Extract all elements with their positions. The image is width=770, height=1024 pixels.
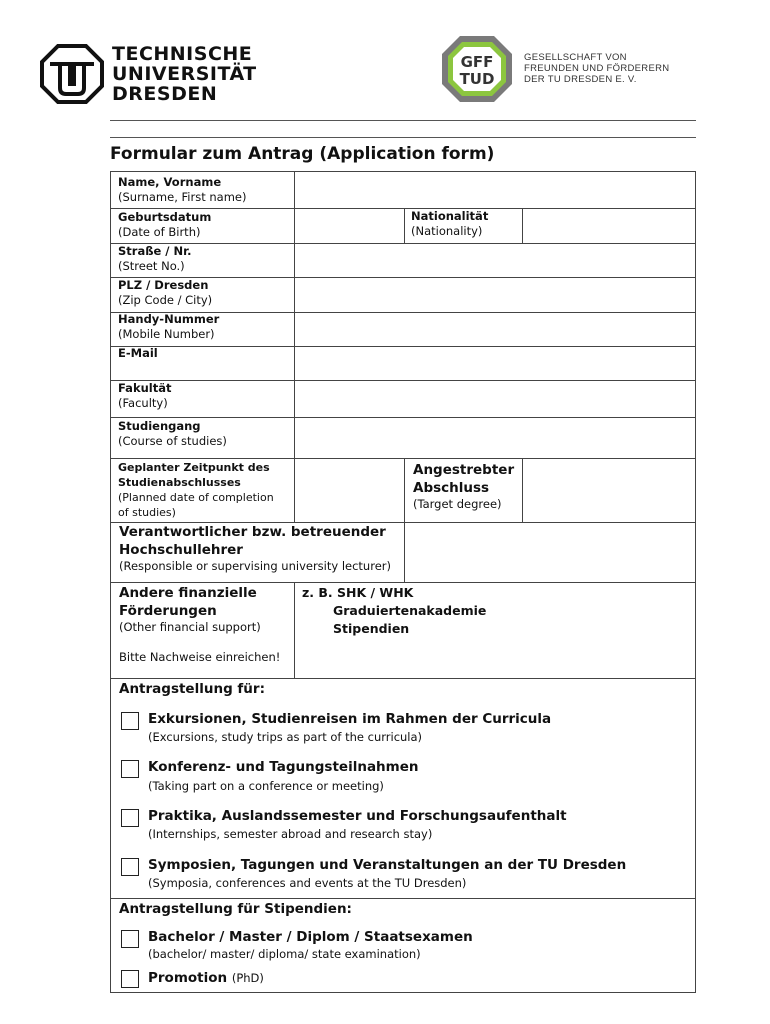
birth-date-field[interactable] bbox=[295, 209, 405, 243]
excursions-checkbox[interactable] bbox=[121, 712, 139, 730]
funding-label-line-2: Förderungen bbox=[119, 603, 217, 619]
name-label-text: Name, Vorname bbox=[118, 175, 222, 189]
form-title: Formular zum Antrag (Application form) bbox=[110, 144, 495, 164]
completion-label bbox=[118, 460, 274, 520]
row-divider bbox=[111, 678, 695, 679]
mobile-label-sub: (Mobile Number) bbox=[118, 327, 215, 341]
conference-title: Konferenz- und Tagungsteilnahmen bbox=[148, 759, 419, 775]
promotion-checkbox[interactable] bbox=[121, 970, 139, 988]
target-degree-field[interactable] bbox=[523, 459, 695, 522]
tud-logo-emblem bbox=[40, 44, 104, 104]
tud-line-3: DRESDEN bbox=[112, 83, 218, 105]
tud-line-1: TECHNISCHE bbox=[112, 43, 253, 65]
symposia-checkbox[interactable] bbox=[121, 858, 139, 876]
name-label bbox=[118, 175, 246, 205]
bachelor-master-title: Bachelor / Master / Diplom / Staatsexamen bbox=[148, 929, 473, 945]
zip-label-sub: (Zip Code / City) bbox=[118, 293, 213, 307]
internship-sub: (Internships, semester abroad and research stay) bbox=[148, 827, 433, 841]
header-rule-bottom bbox=[110, 137, 696, 138]
tud-wordmark bbox=[112, 44, 257, 104]
completion-date-field[interactable] bbox=[295, 459, 405, 522]
col-divider bbox=[404, 208, 405, 243]
gff-line-3: DER TU DRESDEN E. V. bbox=[524, 74, 637, 85]
mobile-label-text: Handy-Nummer bbox=[118, 312, 220, 326]
symposia-sub: (Symposia, conferences and events at the TU Dresden) bbox=[148, 876, 467, 890]
street-label-sub: (Street No.) bbox=[118, 259, 185, 273]
street-label bbox=[118, 244, 192, 274]
gff-logo-top-text: GFF bbox=[460, 53, 494, 71]
email-label-text: E-Mail bbox=[118, 346, 158, 360]
funding-label bbox=[119, 584, 261, 635]
email-field[interactable] bbox=[295, 347, 695, 380]
zip-label bbox=[118, 278, 212, 308]
lecturer-label bbox=[119, 523, 391, 574]
street-label-text: Straße / Nr. bbox=[118, 244, 192, 258]
lecturer-label-line-2: Hochschullehrer bbox=[119, 542, 243, 558]
name-label-sub: (Surname, First name) bbox=[118, 190, 247, 204]
funding-label-line-1: Andere finanzielle bbox=[119, 585, 257, 601]
completion-label-sub-2: of studies) bbox=[118, 506, 176, 519]
nationality-label-sub: (Nationality) bbox=[411, 224, 483, 238]
funding-note: Bitte Nachweise einreichen! bbox=[119, 650, 281, 664]
gff-name bbox=[524, 52, 669, 85]
excursions-sub: (Excursions, study trips as part of the curricula) bbox=[148, 730, 423, 744]
funding-example-3: Stipendien bbox=[333, 621, 410, 636]
course-label-text: Studiengang bbox=[118, 419, 201, 433]
street-field[interactable] bbox=[295, 244, 695, 277]
promotion-option bbox=[148, 969, 264, 987]
bachelor-master-sub: (bachelor/ master/ diploma/ state examination) bbox=[148, 947, 421, 961]
gff-line-2: FREUNDEN UND FÖRDERERN bbox=[524, 63, 670, 74]
birth-label-sub: (Date of Birth) bbox=[118, 225, 201, 239]
birth-label-text: Geburtsdatum bbox=[118, 210, 212, 224]
nationality-label bbox=[411, 209, 488, 239]
degree-label-line-2: Abschluss bbox=[413, 480, 490, 496]
nationality-field[interactable] bbox=[523, 209, 695, 243]
internship-checkbox[interactable] bbox=[121, 809, 139, 827]
conference-checkbox[interactable] bbox=[121, 760, 139, 778]
funding-examples bbox=[302, 584, 486, 638]
course-field[interactable] bbox=[295, 418, 695, 458]
faculty-label bbox=[118, 381, 171, 411]
lecturer-label-line-1: Verantwortlicher bzw. betreuender bbox=[119, 524, 386, 540]
completion-label-sub-1: (Planned date of completion bbox=[118, 491, 274, 504]
header-rule-top bbox=[110, 120, 696, 121]
col-divider bbox=[294, 582, 295, 678]
row-divider bbox=[111, 582, 695, 583]
name-field[interactable] bbox=[295, 172, 695, 208]
gff-logo-emblem bbox=[440, 34, 514, 104]
zip-label-text: PLZ / Dresden bbox=[118, 278, 209, 292]
course-label bbox=[118, 419, 227, 449]
excursions-title: Exkursionen, Studienreisen im Rahmen der Curricula bbox=[148, 711, 552, 727]
row-divider bbox=[111, 898, 695, 899]
faculty-label-text: Fakultät bbox=[118, 381, 172, 395]
funding-example-2: Graduiertenakademie bbox=[333, 603, 487, 618]
degree-label bbox=[413, 461, 514, 512]
internship-title: Praktika, Auslandssemester und Forschungsaufenthalt bbox=[148, 808, 567, 824]
promotion-sub: (PhD) bbox=[231, 971, 264, 985]
degree-label-sub: (Target degree) bbox=[413, 497, 502, 511]
faculty-field[interactable] bbox=[295, 381, 695, 417]
completion-label-line-2: Studienabschlusses bbox=[118, 476, 241, 489]
zip-city-field[interactable] bbox=[295, 278, 695, 312]
email-label bbox=[118, 346, 158, 361]
bachelor-master-checkbox[interactable] bbox=[121, 930, 139, 948]
nationality-label-text: Nationalität bbox=[411, 209, 489, 223]
scholarship-heading: Antragstellung für Stipendien: bbox=[119, 901, 352, 917]
symposia-title: Symposien, Tagungen und Veranstaltungen an der TU Dresden bbox=[148, 857, 627, 873]
tud-line-2: UNIVERSITÄT bbox=[112, 63, 257, 85]
gff-logo-bottom-text: TUD bbox=[459, 70, 495, 88]
application-form-table bbox=[110, 171, 696, 993]
funding-example-1: z. B. SHK / WHK bbox=[302, 585, 414, 600]
mobile-field[interactable] bbox=[295, 313, 695, 346]
col-divider bbox=[404, 458, 405, 522]
promotion-title: Promotion bbox=[148, 970, 228, 986]
lecturer-field[interactable] bbox=[405, 523, 695, 582]
birth-label bbox=[118, 210, 211, 240]
faculty-label-sub: (Faculty) bbox=[118, 396, 168, 410]
degree-label-line-1: Angestrebter bbox=[413, 462, 515, 478]
application-heading: Antragstellung für: bbox=[119, 681, 265, 697]
mobile-label bbox=[118, 312, 219, 342]
gff-line-1: GESELLSCHAFT VON bbox=[524, 52, 627, 63]
funding-label-sub: (Other financial support) bbox=[119, 620, 261, 634]
completion-label-line-1: Geplanter Zeitpunkt des bbox=[118, 461, 270, 474]
course-label-sub: (Course of studies) bbox=[118, 434, 227, 448]
lecturer-label-sub: (Responsible or supervising university lecturer) bbox=[119, 559, 391, 573]
conference-sub: (Taking part on a conference or meeting) bbox=[148, 779, 384, 793]
